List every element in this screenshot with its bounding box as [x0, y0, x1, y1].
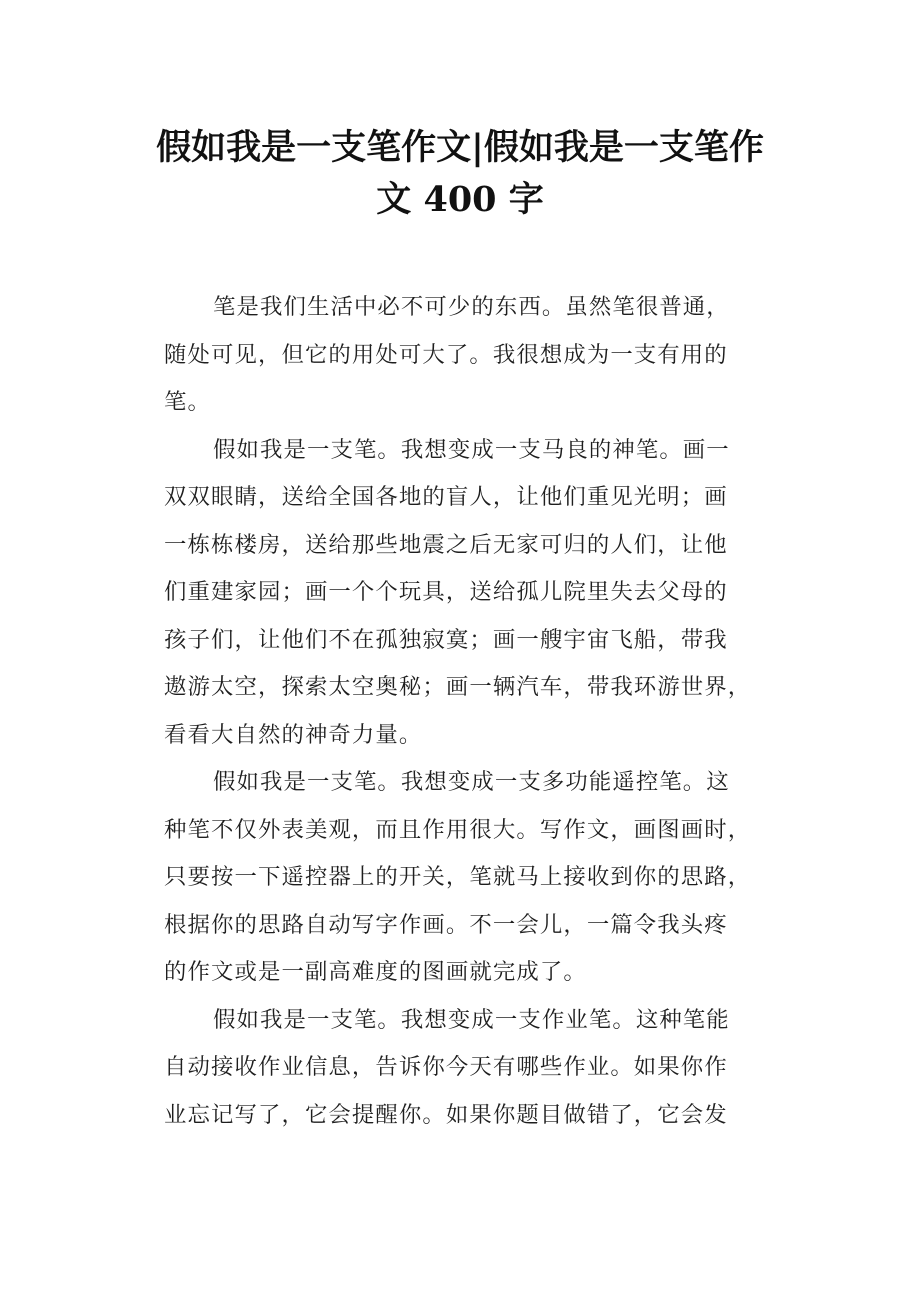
paragraph-2	[164, 427, 776, 760]
paragraph-line: 自动接收作业信息，告诉你今天有哪些作业。如果你作	[164, 1054, 728, 1080]
document-body	[164, 284, 776, 1139]
title-line-1: 假如我是一支笔作文|假如我是一支笔作	[156, 127, 764, 168]
paragraph-1	[164, 284, 776, 427]
paragraph-line: 遨游太空，探索太空奥秘；画一辆汽车，带我环游世界，	[164, 674, 752, 700]
paragraph-line: 笔。	[164, 389, 211, 415]
paragraph-line: 的作文或是一副高难度的图画就完成了。	[164, 959, 587, 985]
paragraph-line: 业忘记写了，它会提醒你。如果你题目做错了，它会发	[164, 1101, 728, 1128]
document-title	[100, 122, 820, 226]
paragraph-line: 孩子们，让他们不在孤独寂寞；画一艘宇宙飞船，带我	[164, 626, 728, 653]
paragraph-line: 根据你的思路自动写字作画。不一会儿，一篇令我头疼	[164, 911, 728, 938]
paragraph-line: 假如我是一支笔。我想变成一支多功能遥控笔。这	[213, 769, 730, 795]
paragraph-line: 一栋栋楼房，送给那些地震之后无家可归的人们，让他	[164, 531, 728, 558]
paragraph-line: 种笔不仅外表美观，而且作用很大。写作文，画图画时，	[164, 816, 752, 843]
paragraph-4	[164, 997, 776, 1140]
title-line-2: 文 400 字	[376, 179, 544, 220]
paragraph-line: 假如我是一支笔。我想变成一支作业笔。这种笔能	[213, 1006, 730, 1033]
paragraph-line: 假如我是一支笔。我想变成一支马良的神笔。画一	[213, 436, 730, 463]
paragraph-line: 笔是我们生活中必不可少的东西。虽然笔很普通，	[213, 294, 730, 320]
paragraph-line: 们重建家园；画一个个玩具，送给孤儿院里失去父母的	[164, 579, 728, 605]
paragraph-line: 只要按一下遥控器上的开关，笔就马上接收到你的思路，	[164, 864, 752, 890]
paragraph-line: 双双眼睛，送给全国各地的盲人，让他们重见光明；画	[164, 484, 728, 510]
paragraph-line: 看看大自然的神奇力量。	[164, 721, 423, 748]
paragraph-line: 随处可见，但它的用处可大了。我很想成为一支有用的	[164, 341, 728, 368]
paragraph-3	[164, 759, 776, 997]
